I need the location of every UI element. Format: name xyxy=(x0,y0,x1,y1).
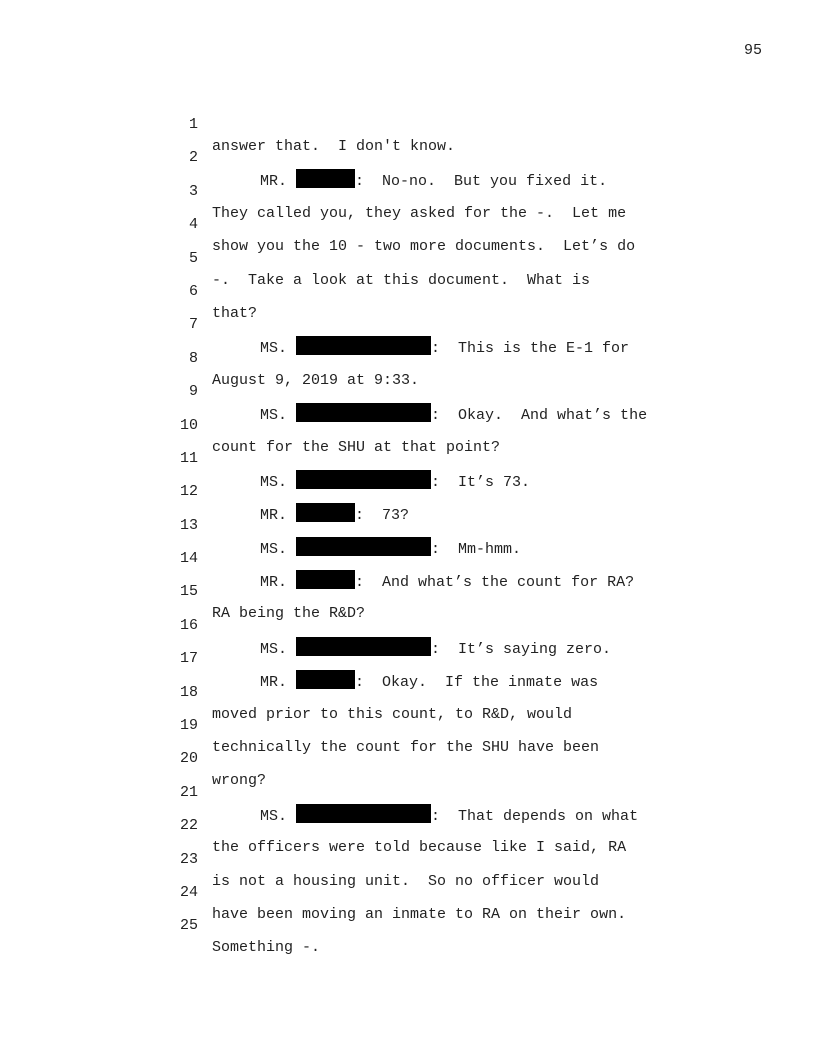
line-text: RA being the R&D? xyxy=(212,605,366,623)
transcript-line xyxy=(170,559,690,623)
line-number: 3 xyxy=(188,182,198,200)
line-text: : No-no. But you fixed it. xyxy=(355,173,608,191)
transcript-line xyxy=(170,426,690,491)
line-number: 18 xyxy=(179,683,198,701)
line-number: 16 xyxy=(179,616,198,634)
transcript-line xyxy=(170,92,690,155)
transcript-line xyxy=(170,493,690,558)
speaker-title: MS. xyxy=(260,807,288,825)
speaker-title: MS. xyxy=(260,340,288,358)
line-number: 17 xyxy=(179,650,198,668)
line-number: 20 xyxy=(179,750,198,768)
transcript-line xyxy=(170,393,690,456)
speaker-title: MR. xyxy=(260,674,288,692)
line-text: technically the count for the SHU have been xyxy=(212,739,600,757)
line-text: answer that. I don't know. xyxy=(212,138,456,155)
line-number: 23 xyxy=(179,850,198,868)
line-number: 19 xyxy=(179,717,198,735)
line-text: : 73? xyxy=(355,507,410,525)
speaker-title: MR. xyxy=(260,574,288,592)
line-text: : And what’s the count for RA? xyxy=(355,574,635,592)
transcript-line xyxy=(170,125,690,191)
line-text: that? xyxy=(212,304,258,322)
line-number: 13 xyxy=(179,516,198,534)
transcript-line xyxy=(170,159,690,222)
line-number: 22 xyxy=(179,817,198,835)
line-number: 8 xyxy=(188,349,198,367)
transcript-line xyxy=(170,693,690,757)
transcript-line xyxy=(170,860,690,923)
line-text: August 9, 2019 at 9:33. xyxy=(212,371,420,389)
line-number: 14 xyxy=(179,550,198,568)
transcript-line xyxy=(170,793,690,857)
speaker-title: MS. xyxy=(260,540,288,558)
line-text: : It’s saying zero. xyxy=(431,640,612,658)
line-text: : Okay. If the inmate was xyxy=(355,674,599,692)
line-number: 7 xyxy=(188,316,198,334)
transcript-line xyxy=(170,292,690,358)
line-text: : It’s 73. xyxy=(431,473,531,491)
line-text: wrong? xyxy=(212,772,267,790)
line-text: : This is the E-1 for xyxy=(431,340,630,358)
line-text: -. Take a look at this document. What is xyxy=(212,271,591,289)
line-number: 2 xyxy=(188,149,198,167)
line-number: 1 xyxy=(188,116,198,133)
transcript-line xyxy=(170,226,690,289)
speaker-title: MS. xyxy=(260,473,288,491)
line-text: : That depends on what xyxy=(431,807,639,825)
line-text: count for the SHU at that point? xyxy=(212,438,501,456)
transcript-line xyxy=(170,726,690,790)
line-text: Something -. xyxy=(212,939,321,957)
line-text: is not a housing unit. So no officer would xyxy=(212,872,600,890)
line-number: 9 xyxy=(188,383,198,401)
transcript-body xyxy=(170,92,690,957)
line-text: have been moving an inmate to RA on their own. xyxy=(212,905,627,923)
line-number: 15 xyxy=(179,583,198,601)
line-text: the officers were told because like I said, RA xyxy=(212,839,627,857)
speaker-title: MS. xyxy=(260,407,288,425)
transcript-line xyxy=(170,760,690,825)
transcript-line xyxy=(170,192,690,256)
line-number: 11 xyxy=(179,449,198,467)
line-number: 4 xyxy=(188,216,198,234)
line-text: They called you, they asked for the -. Let me xyxy=(212,204,627,222)
line-number: 24 xyxy=(179,883,198,901)
transcript-line xyxy=(170,893,690,957)
line-number: 6 xyxy=(188,282,198,300)
transcript-line xyxy=(170,326,690,389)
line-number: 5 xyxy=(188,249,198,267)
line-text: : Okay. And what’s the xyxy=(431,407,648,425)
speaker-title: MR. xyxy=(260,173,288,191)
line-number: 12 xyxy=(179,483,198,501)
line-number: 25 xyxy=(179,917,198,935)
line-number: 10 xyxy=(179,416,198,434)
transcript-line xyxy=(170,593,690,658)
line-text: moved prior to this count, to R&D, would xyxy=(212,705,573,723)
speaker-title: MR. xyxy=(260,507,288,525)
line-text: show you the 10 - two more documents. Let’s do xyxy=(212,238,636,256)
transcript-line xyxy=(170,660,690,723)
line-number: 21 xyxy=(179,783,198,801)
speaker-title: MS. xyxy=(260,640,288,658)
transcript-line xyxy=(170,259,690,322)
page-number: 95 xyxy=(743,42,762,59)
transcript-line xyxy=(170,827,690,890)
line-text: : Mm-hmm. xyxy=(431,540,522,558)
